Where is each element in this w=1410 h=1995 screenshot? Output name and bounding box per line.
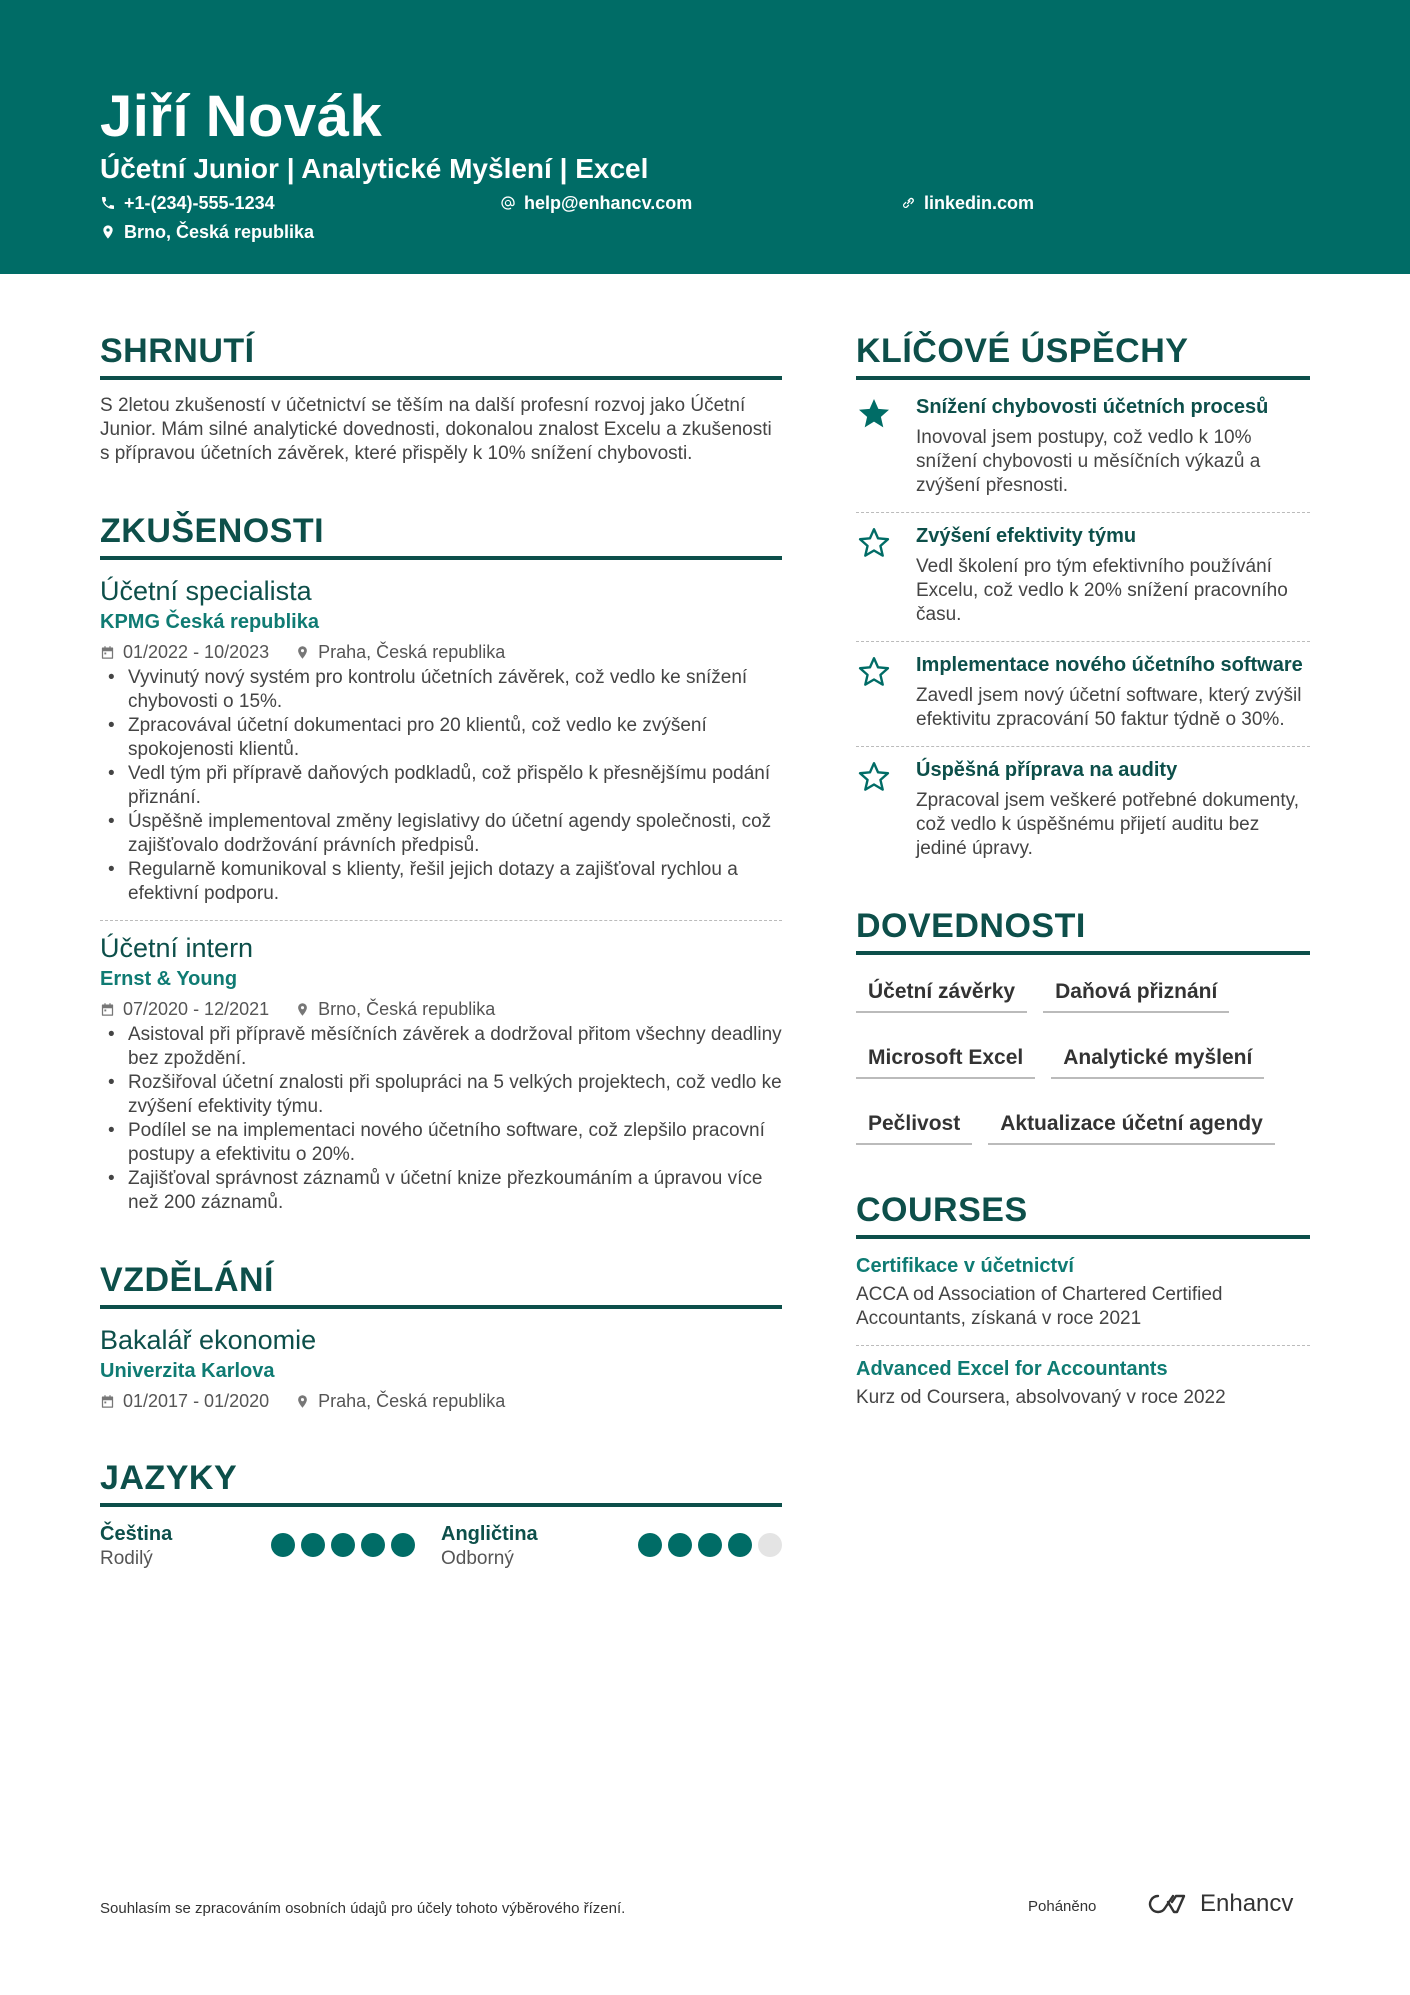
job-dates-text: 01/2022 - 10/2023 <box>123 642 270 662</box>
job-bullets <box>100 666 782 906</box>
bullet: • Vyvinutý nový systém pro kontrolu účetních závěrek, což vedlo ke snížení chybovosti o 15%. <box>128 666 782 714</box>
skills-list <box>856 969 1310 1167</box>
location-pin-icon <box>100 224 116 240</box>
bullet: • Asistoval při přípravě měsíčních závěrek a dodržoval přitom všechny deadliny bez zpoždění. <box>128 1023 782 1071</box>
linkedin-text: linkedin.com <box>924 193 1035 213</box>
education-location <box>295 1389 505 1413</box>
calendar-icon <box>100 645 115 660</box>
phone-icon <box>100 195 116 211</box>
job-role: Účetní specialista <box>100 576 312 606</box>
skills-section <box>856 905 1310 1167</box>
course-desc: ACCA od Association of Chartered Certified Accountants, získaná v roce 2021 <box>856 1284 1223 1329</box>
brand-name: Enhancv <box>1200 1890 1294 1917</box>
education-title: VZDĚLÁNÍ <box>100 1259 782 1309</box>
language-level: Odborný <box>441 1548 514 1569</box>
divider <box>100 920 782 921</box>
job-dates-text: 07/2020 - 12/2021 <box>123 999 270 1019</box>
achievement-desc: Zpracoval jsem veškeré potřebné dokumenty, což vedlo k úspěšnému přijetí auditu bez jediné úpravy. <box>916 790 1299 859</box>
resume-header <box>0 0 1410 274</box>
course-desc: Kurz od Coursera, absolvovaný v roce 2022 <box>856 1387 1226 1408</box>
bullet: • Rozšiřoval účetní znalosti při spolupráci na 5 velkých projektech, což vedlo ke zvýšení efektivity týmu. <box>128 1071 782 1119</box>
languages-title: JAZYKY <box>100 1457 782 1507</box>
experience-section <box>100 510 782 1215</box>
language-item <box>441 1521 782 1571</box>
powered-by-label: Poháněno <box>1028 1898 1097 1915</box>
enhancv-logo[interactable] <box>1146 1890 1293 1918</box>
divider <box>856 641 1310 642</box>
at-icon <box>500 195 516 211</box>
rating-dot-empty <box>758 1533 782 1557</box>
job-role: Účetní intern <box>100 933 254 963</box>
star-outline-icon <box>856 759 892 795</box>
star-outline-icon <box>856 654 892 690</box>
link-icon <box>900 195 916 211</box>
achievement-desc: Inovoval jsem postupy, což vedlo k 10% snížení chybovosti u měsíčních výkazů a zvýšení přesnosti. <box>916 427 1261 496</box>
job-meta <box>100 997 782 1021</box>
course-item <box>856 1253 1310 1331</box>
headline: Účetní Junior | Analytické Myšlení | Excel <box>100 153 649 184</box>
skill-tag: Aktualizace účetní agendy <box>988 1101 1275 1145</box>
summary-text: S 2letou zkušeností v účetnictví se těším na další profesní rozvoj jako Účetní Junior. Mám silné analytické dovednosti, dokonalou znalost Excelu a zkušenosti s přípravou účetních závěrek, které přispěly k 10% snížení chybovosti. <box>100 395 772 464</box>
courses-section <box>856 1189 1310 1410</box>
job-location-text: Brno, Česká republika <box>318 999 496 1019</box>
job-dates <box>100 640 269 664</box>
skill-tag: Účetní závěrky <box>856 969 1027 1013</box>
rating-dot-filled <box>668 1533 692 1557</box>
rating-dot-filled <box>331 1533 355 1557</box>
calendar-icon <box>100 1394 115 1409</box>
achievement-item <box>856 394 1310 498</box>
degree: Bakalář ekonomie <box>100 1325 317 1355</box>
rating-dot-filled <box>728 1533 752 1557</box>
contact-location <box>100 220 314 244</box>
job-location-text: Praha, Česká republika <box>318 642 506 662</box>
experience-title: ZKUŠENOSTI <box>100 510 782 560</box>
skill-tag: Analytické myšlení <box>1051 1035 1264 1079</box>
candidate-name: Jiří Novák <box>100 84 383 149</box>
star-outline-icon <box>856 525 892 561</box>
divider <box>856 746 1310 747</box>
email-text: help@enhancv.com <box>524 193 693 213</box>
job-bullets <box>100 1023 782 1215</box>
star-filled-icon <box>856 396 892 432</box>
achievement-desc: Zavedl jsem nový účetní software, který zvýšil efektivitu zpracování 50 faktur týdně o 30%. <box>916 685 1302 730</box>
education-location-text: Praha, Česká republika <box>318 1391 506 1411</box>
achievement-title: Zvýšení efektivity týmu <box>916 525 1137 547</box>
calendar-icon <box>100 1002 115 1017</box>
job-company: Ernst & Young <box>100 968 238 990</box>
job-entry <box>100 574 782 906</box>
achievement-item <box>856 652 1310 732</box>
achievement-title: Implementace nového účetního software <box>916 654 1303 676</box>
achievement-desc: Vedl školení pro tým efektivního používání Excelu, což vedlo k 20% snížení pracovního času. <box>916 556 1288 625</box>
job-entry <box>100 931 782 1215</box>
language-name: Čeština <box>100 1523 173 1545</box>
skill-tag: Daňová přiznání <box>1043 969 1229 1013</box>
contact-linkedin[interactable] <box>900 191 1034 215</box>
job-location <box>295 640 505 664</box>
divider <box>856 512 1310 513</box>
consent-note: Souhlasím se zpracováním osobních údajů pro účely tohoto výběrového řízení. <box>100 1900 626 1917</box>
language-item <box>100 1521 441 1571</box>
enhancv-logo-icon <box>1146 1892 1192 1916</box>
job-location <box>295 997 495 1021</box>
location-pin-icon <box>295 1002 310 1017</box>
rating-dot-filled <box>698 1533 722 1557</box>
summary-title: SHRNUTÍ <box>100 330 782 380</box>
rating-dot-filled <box>361 1533 385 1557</box>
achievement-item <box>856 757 1310 861</box>
location-pin-icon <box>295 645 310 660</box>
language-rating <box>271 1533 415 1571</box>
education-dates-text: 01/2017 - 01/2020 <box>123 1391 270 1411</box>
location-text: Brno, Česká republika <box>124 222 315 242</box>
skills-title: DOVEDNOSTI <box>856 905 1310 955</box>
location-pin-icon <box>295 1394 310 1409</box>
achievement-item <box>856 523 1310 627</box>
education-dates <box>100 1389 269 1413</box>
bullet: • Zajišťoval správnost záznamů v účetní knize přezkoumáním a úpravou více než 200 záznamů. <box>128 1167 782 1215</box>
divider <box>856 1345 1310 1346</box>
rating-dot-filled <box>391 1533 415 1557</box>
rating-dot-filled <box>638 1533 662 1557</box>
course-title: Certifikace v účetnictví <box>856 1255 1074 1277</box>
bullet: • Regularně komunikoval s klienty, řešil jejich dotazy a zajišťoval rychlou a efektivní podporu. <box>128 858 782 906</box>
languages-list <box>100 1521 782 1571</box>
rating-dot-filled <box>301 1533 325 1557</box>
achievements-title: KLÍČOVÉ ÚSPĚCHY <box>856 330 1310 380</box>
languages-section <box>100 1457 782 1571</box>
left-column <box>100 330 782 1571</box>
bullet: • Zpracovával účetní dokumentaci pro 20 klientů, což vedlo ke zvýšení spokojenosti klientů. <box>128 714 782 762</box>
job-meta <box>100 640 782 664</box>
job-company: KPMG Česká republika <box>100 611 319 633</box>
bullet: • Podílel se na implementaci nového účetního software, což zlepšilo pracovní postupy a efektivitu o 20%. <box>128 1119 782 1167</box>
job-dates <box>100 997 269 1021</box>
summary-section <box>100 330 782 466</box>
education-section <box>100 1259 782 1413</box>
language-name: Angličtina <box>441 1523 538 1545</box>
language-rating <box>638 1533 782 1571</box>
school: Univerzita Karlova <box>100 1360 275 1382</box>
phone-text: +1-(234)-555-1234 <box>124 193 275 213</box>
skill-tag: Pečlivost <box>856 1101 972 1145</box>
language-level: Rodilý <box>100 1548 153 1569</box>
courses-title: COURSES <box>856 1189 1310 1239</box>
bullet: • Úspěšně implementoval změny legislativy do účetní agendy společnosti, což zajišťovalo dodržování právních předpisů. <box>128 810 782 858</box>
achievement-title: Snížení chybovosti účetních procesů <box>916 396 1269 418</box>
course-title: Advanced Excel for Accountants <box>856 1358 1168 1380</box>
contact-phone[interactable] <box>100 191 275 215</box>
skill-tag: Microsoft Excel <box>856 1035 1035 1079</box>
right-column <box>856 330 1310 1410</box>
achievement-title: Úspěšná příprava na audity <box>916 759 1178 781</box>
achievements-section <box>856 330 1310 861</box>
rating-dot-filled <box>271 1533 295 1557</box>
contact-email[interactable] <box>500 191 692 215</box>
course-item <box>856 1356 1310 1410</box>
education-meta <box>100 1389 782 1413</box>
bullet: • Vedl tým při přípravě daňových podkladů, což přispělo k přesnějšímu podání přiznání. <box>128 762 782 810</box>
